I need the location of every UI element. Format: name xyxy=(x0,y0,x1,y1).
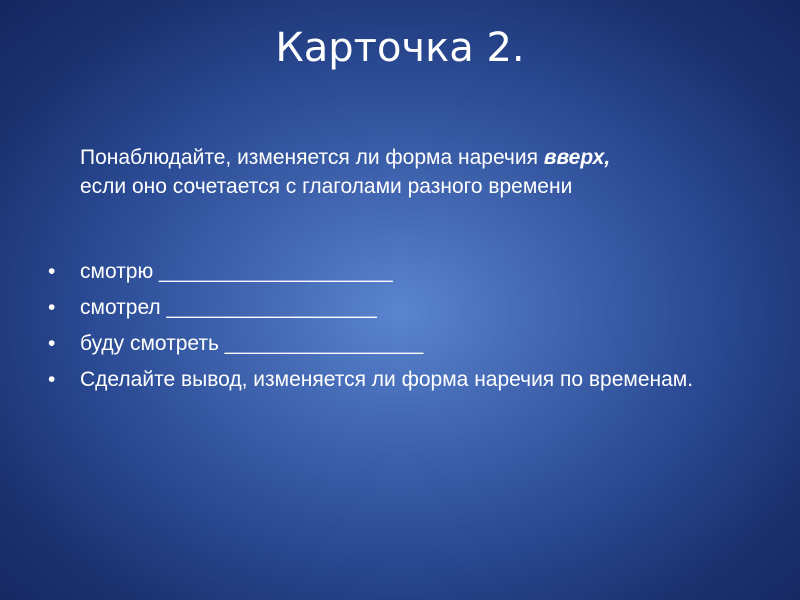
intro-text-after: если оно сочетается с глаголами разного времени xyxy=(80,175,573,198)
intro-text-before: Понаблюдайте, изменяется ли форма наречия xyxy=(80,146,544,169)
bullet-item-conclusion xyxy=(48,365,748,394)
bullet-item-watch-present xyxy=(48,257,748,286)
bullet-text: буду смотреть _________________ xyxy=(80,332,424,355)
bullet-dot: • xyxy=(48,368,56,391)
intro-paragraph xyxy=(80,143,770,201)
bullet-dot: • xyxy=(48,260,56,283)
intro-bold-word: вверх, xyxy=(543,146,611,169)
slide-title: Карточка 2. xyxy=(275,25,525,71)
bullet-text: Сделайте вывод, изменяется ли форма наречия по временам. xyxy=(80,368,694,391)
bullet-list xyxy=(48,257,748,401)
bullet-item-watch-future xyxy=(48,329,748,358)
bullet-dot: • xyxy=(48,332,56,355)
bullet-dot: • xyxy=(48,296,56,319)
bullet-text: смотрю ____________________ xyxy=(80,260,393,283)
bullet-item-watch-past xyxy=(48,293,748,322)
bullet-text: смотрел __________________ xyxy=(80,296,377,319)
